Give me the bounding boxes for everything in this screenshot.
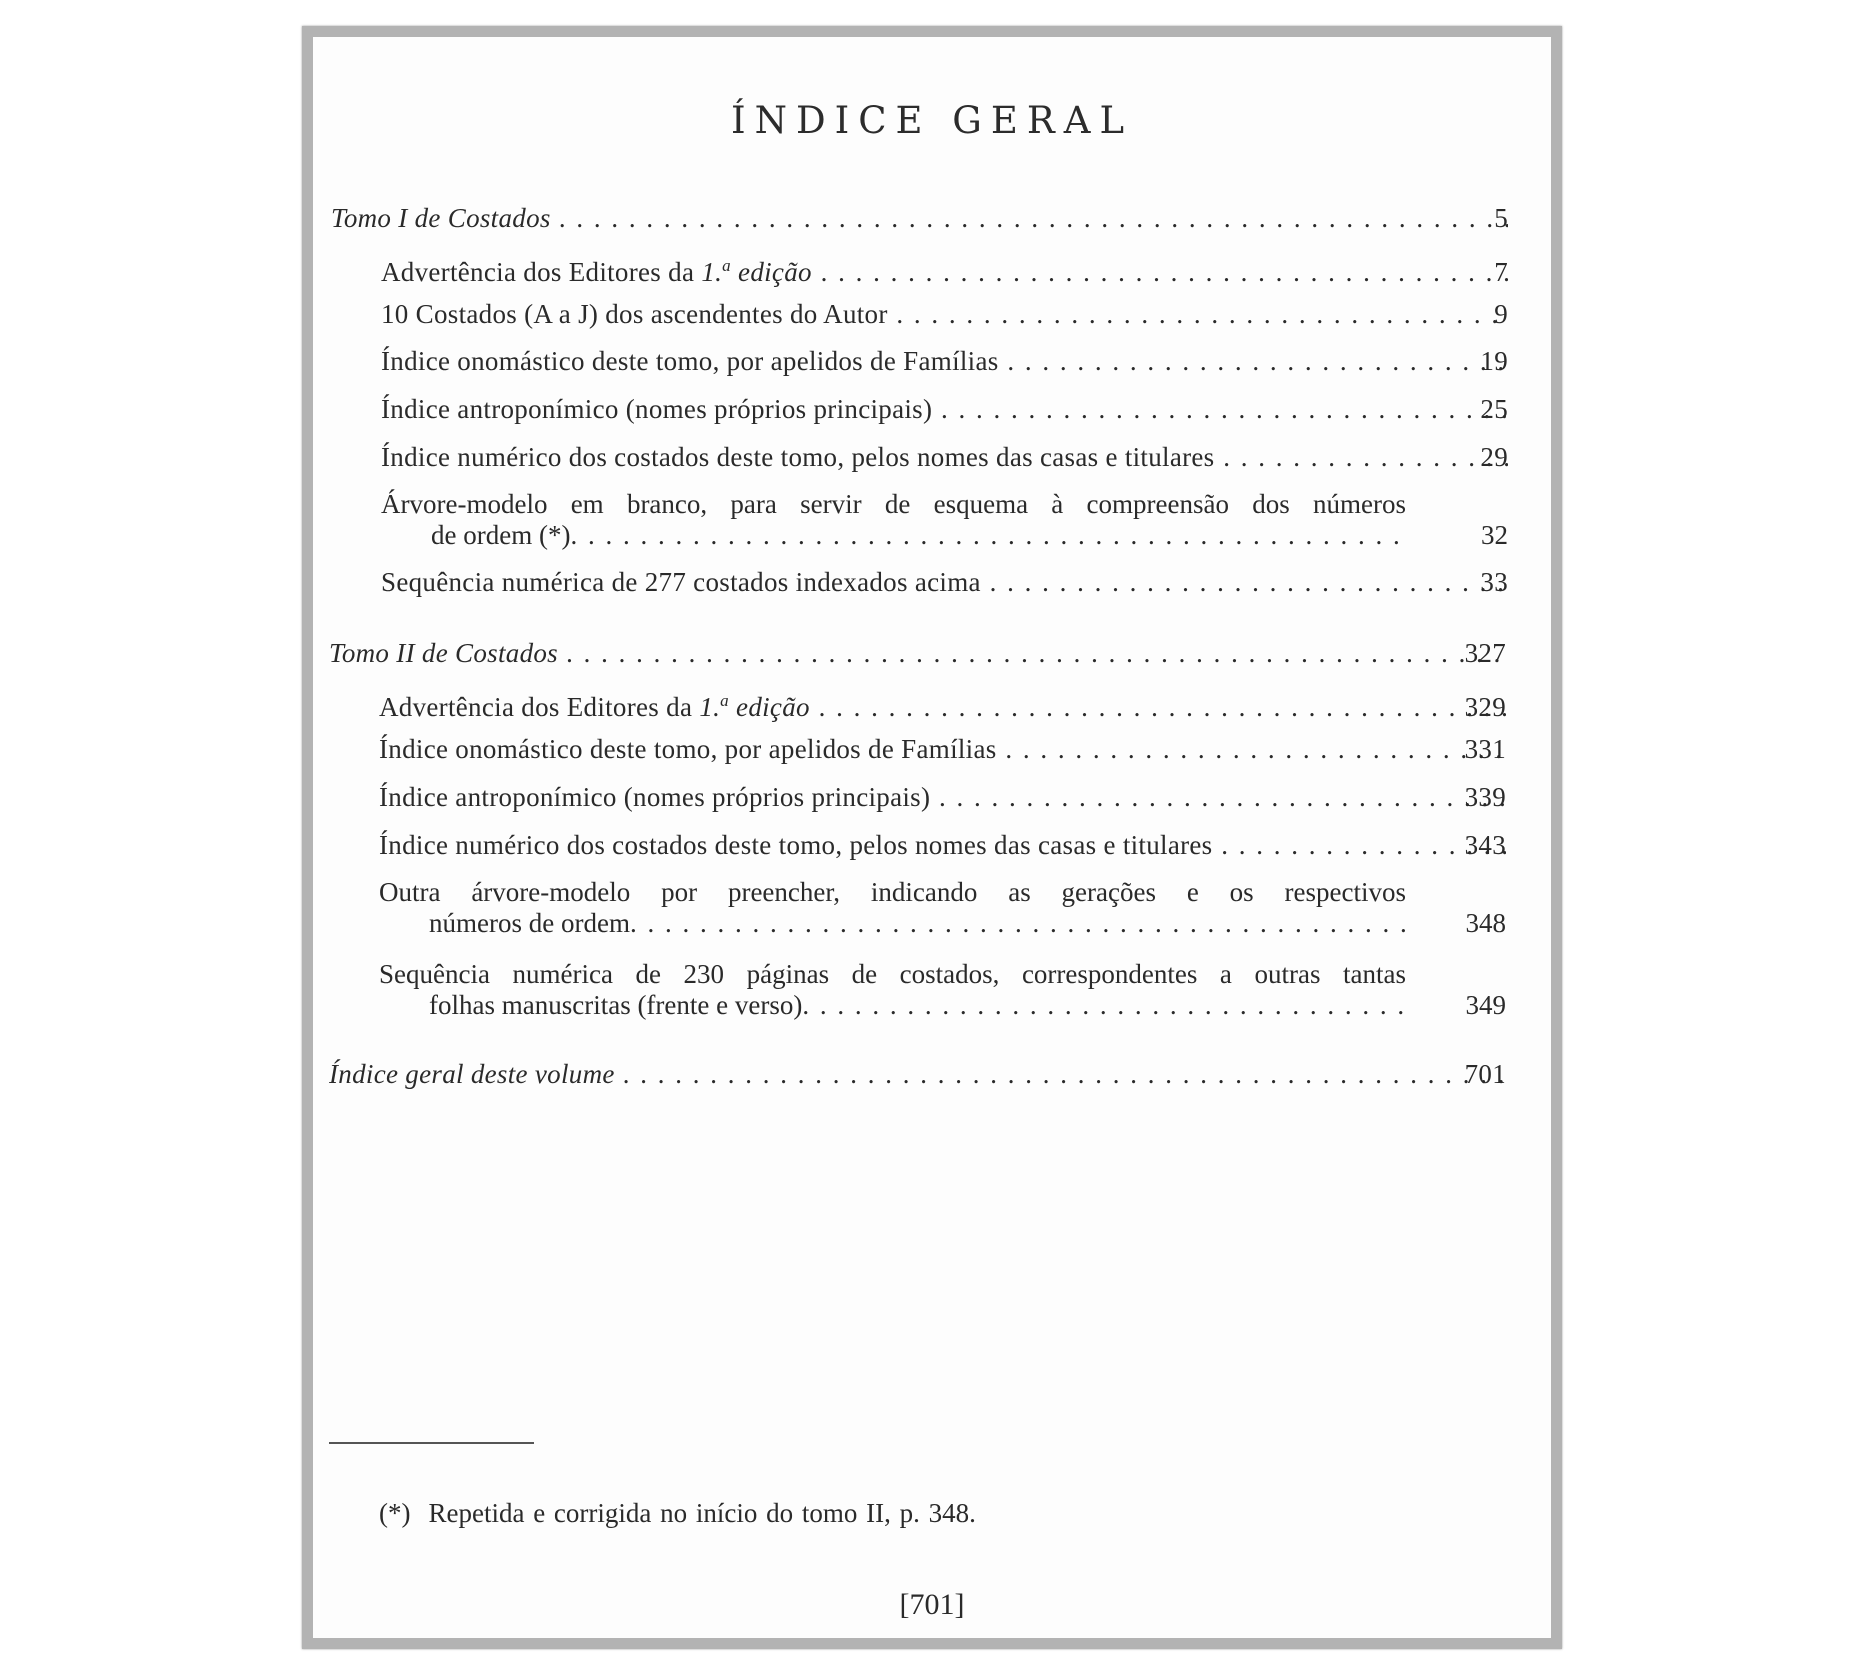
toc-entry	[381, 567, 1508, 597]
toc-page-number: 329	[1464, 692, 1506, 722]
toc-page-number: 339	[1464, 782, 1506, 812]
toc-entry-label: 10 Costados (A a J) dos ascendentes do Autor . . .	[381, 299, 1508, 329]
toc-entry-label-line-1: Árvore-modelo em branco, para servir de esquema à compreensão dos números	[381, 489, 1406, 519]
toc-entry-multiline	[379, 877, 1506, 939]
footnote-text: Repetida e corrigida no início do tomo II, p. 348.	[428, 1498, 976, 1528]
toc-entry-label: Advertência dos Editores da 1.$^a$ edição . . .	[381, 251, 1508, 287]
toc-page-number: 5	[1494, 203, 1508, 233]
toc-entry-label-line-2: folhas manuscritas (frente e verso)	[429, 990, 803, 1020]
toc-page-number: 327	[1464, 638, 1506, 668]
toc-entry-label-line-1: Outra árvore-modelo por preencher, indicando as gerações e os respectivos	[379, 877, 1406, 907]
toc-entry-label: Índice numérico dos costados deste tomo, pelos nomes das casas e titulares . . .	[379, 830, 1506, 860]
toc-entry-label: Índice antroponímico (nomes próprios principais) . . .	[379, 782, 1506, 812]
book-page	[302, 26, 1562, 1649]
toc-entry	[381, 394, 1508, 424]
toc-entry-label-line-2: números de ordem	[429, 908, 630, 938]
page-folio: [701]	[899, 1588, 965, 1621]
toc-page-number: 25	[1480, 394, 1508, 424]
toc-entry	[381, 442, 1508, 472]
toc-heading-tomo-2	[329, 638, 1506, 668]
toc-page-number: 29	[1480, 442, 1508, 472]
toc-entry-label-line-2: de ordem (*)	[431, 520, 571, 550]
toc-page-number: 32	[1481, 520, 1508, 550]
toc-heading-label: Tomo II de Costados . . .	[329, 638, 1506, 668]
toc-entry	[381, 346, 1508, 376]
toc-heading-label: Tomo I de Costados . . .	[331, 203, 1508, 233]
toc-entry-label: Índice antroponímico (nomes próprios principais) . . .	[381, 394, 1508, 424]
footnote	[379, 1498, 976, 1529]
toc-entry-label: Advertência dos Editores da 1.$^a$ edição . . .	[379, 686, 1506, 722]
toc-page-number: 7	[1494, 257, 1508, 287]
toc-entry	[379, 734, 1506, 764]
toc-heading-indice-geral	[329, 1059, 1506, 1089]
toc-page-number: 331	[1464, 734, 1506, 764]
toc-entry-label: Índice onomástico deste tomo, por apelidos de Famílias . . .	[381, 346, 1508, 376]
toc-page-number: 701	[1464, 1059, 1506, 1089]
toc-page-number: 9	[1494, 299, 1508, 329]
toc-heading-tomo-1	[331, 203, 1508, 233]
toc-entry-label: Índice numérico dos costados deste tomo, pelos nomes das casas e titulares . . .	[381, 442, 1508, 472]
footnote-mark: (*)	[379, 1498, 411, 1528]
toc-heading-label: Índice geral deste volume . . .	[329, 1059, 1506, 1089]
toc-entry-label: Índice onomástico deste tomo, por apelidos de Famílias . . .	[379, 734, 1506, 764]
toc-entry	[379, 830, 1506, 860]
toc-entry-multiline	[381, 489, 1508, 551]
toc-entry-label: Sequência numérica de 277 costados indexados acima . . .	[381, 567, 1508, 597]
toc-page-number: 349	[1465, 990, 1506, 1020]
toc-page-number: 343	[1464, 830, 1506, 860]
toc-entry	[381, 299, 1508, 329]
toc-entry-multiline	[379, 959, 1506, 1021]
toc-entry	[379, 686, 1506, 722]
page-title: ÍNDICE GERAL	[730, 99, 1134, 142]
toc-entry	[379, 782, 1506, 812]
footnote-divider	[329, 1442, 534, 1444]
toc-page-number: 348	[1465, 908, 1506, 938]
toc-entry-label-line-1: Sequência numérica de 230 páginas de costados, correspondentes a outras tantas	[379, 959, 1406, 989]
toc-entry	[381, 251, 1508, 287]
toc-page-number: 33	[1480, 567, 1508, 597]
toc-page-number: 19	[1480, 346, 1508, 376]
